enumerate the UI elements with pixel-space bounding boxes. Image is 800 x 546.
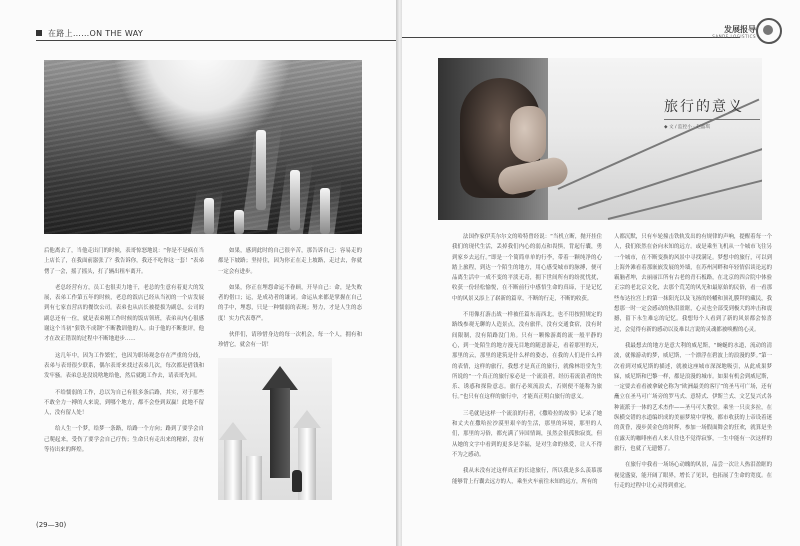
paragraph: 后他离去了，当他走出门的时候，表哥惊怒地说：“你是不是疯在当上店长了，在我面前嚣张了？我告诉你，我还不吃你这一套！”表弟愣了一会，摇了摇头，打了辆出租车离开。 [44,248,204,275]
paragraph: 法国作家伊芙尔尔文的哈特曾经说：“当机立断，抛开挂住我们的现代生活，丢掉我们内心的弱点和畏惧，背起行囊，勇到家乡去远行。”即是一个简简单单的行李，带着一颗纯净的心踏上旅程，到达一个陌生的地方，用心感受城市的脉搏，便可品离生活中一成不变的平淡无奇，拥下世间所有的纷扰忧扰，收获一份轻松愉悦，在不断前行中感悟生命的真谛，于是记忆中的风景又添上了崭新的篇章，不断的行走，不断的收获。 [452,234,602,302]
arrows-illustration [218,358,332,500]
title-rule [664,119,760,120]
paragraph: 人都沉默，只有车轮撞击铁轨发出的有规律的声响，提醒着每一个人，我们依然在奋向未知的远方。或是乘坐飞机从一个城市飞往另一个城市，在不断变换的风景中寻找满足。梦想中的旅行，可以到上海外滩看着那嵌嵌发展的外墙，在苏州河畔和年轻情侣谈论远的霸脑者坤，去丽丽江所有古老的青石板路，在北京的四合院中体验正宗的老北京文化，去那个荒芜的风光和最原始的民俗，看一看那些布达拉宫上的第一抹阳光以及飞扬的经幡和顶礼膜拜的藏民，我想那一时一定会感动的热泪盈眶，心灵也全部受到极大的冲击和震撼，留下永生难忘的记忆。我想每个人看到了新的风景都会惊喜过，会觉得有新的感动以及难以言说的灵魂都被唤醒的心灵。 [614,234,772,333]
article-title-block [664,96,774,130]
header-rule [402,37,740,38]
right-page [402,0,800,546]
paragraph: 如果，感到此时的自己很辛苦，那告诉自己：容易走的都是下坡路；坚持住，因为你正在走上坡路，走过去，你就一定会有进步。 [218,248,362,275]
left-column-1 [44,246,204,461]
paragraph: 伙伴们，请珍惜身边的每一次机会，每一个人，拥有和珍惜它，就会有一切！ [218,332,362,349]
paragraph: 我最想去的地方是意大利的威尼斯，“蜿蜒的水道，流动的清波，就像游动的梦，威尼斯，一个漂浮在碧波上的浪漫的梦。”第一次看到对威尼斯的描述，就被这座城市深深地吸引，从此成果梦寐，威尼斯和巴黎一样，都是浪漫的城市。如果有机会到威尼斯，一定要去看看被拿破仑称为“欧洲最美的客厅”的圣马可广场，还有矗立在圣马可广场旁的罗马式、意特式、伊斯兰式、文艺复兴式各种流派于一体的艺术杰作——圣马可大教堂。乘坐一只贡多拉，在纵横交错的水道编织成的美丽梦境中穿梭，都市收获的上帝设着迷的黄昏，漫步黄金色的时辉，参加一场假面舞会的狂欢，就算是坐在露天的咖啡座看人来人往也不觉得寂寥，一生中能有一次这样的旅行，也就了无遗憾了。 [614,342,772,452]
header-rule [36,40,398,41]
paragraph: 不用像打游击战一样被任篇东南西北，也不用按照规定的路线参观无聊的人造景点，没有旅伴，没有交通食宿，没有时间限制，没有陌路没门角。只有一颗像游离的流一般平静的心，到一处陌生的地方漫无目地的随意游走，看着那里的天，那里的云，那里的建筑是什么样的姿态，在我的人们是什么样的表情，这样的旅行，我想才是真正的旅行，就像林语堂先生所说的“一个真正的旅行家必是一个流浪者，经历着流浪者的快乐、诱惑和探险意志。旅行必须流浪式，否则便不能称为旅行。”也只有在这样的旅行中，才能真正明白旅行的意义。 [452,312,602,401]
sea-boats-photo [44,60,362,234]
paragraph: 三毛就是这样一个流浪的行者，《撒哈拉的故事》记录了她和丈夫在撒哈拉沙漠里艰辛的生活，那里的环境，那里的人们，那里的习俗，都充满了异国情调，虽然会很孤独寂寞，但从她的文字中看到的更多是幸福，是对生命的热爱，让人不得不为之感动。 [452,410,602,458]
article-title: 旅行的意义 [664,99,744,115]
left-page [0,0,398,546]
logo-subtext: SANDE LOGISTICS [712,34,756,39]
train-window-photo [438,58,762,220]
paragraph: 老总经营有方，员工也很卖力地干，老总的生意有着更大的发展，表弟工作第五年的时候，老总的饭店已经从当初的一个店发展到有七家直营店的餐饮公司。表弟也从店长被提拔为副总，公司的副总还有一位，就是表弟刚工作时候的饭店领班，表弟从内心很感谢这个当初“狠铁不成钢”不断教训他的人。由于他的不断批评，他才在改正错误的过程中不断地进步…… [44,284,204,343]
dark-arrow-icon [262,366,298,390]
paragraph: 这几年中，因为工作繁忙，也因为职场观念存在严重的分歧，表弟与表哥很少联系，偶尔表哥来找过表弟几次，每次都是借钱和发牢骚。表弟总是没说啥地给他，然后就跑工作去，请表哥先回。 [44,352,204,380]
paragraph: 在旅行中我看一场场心动魄的风景，品尝一次让人热泪盈眶的视觉盛宴，能开阔了眼界，增长了见识，也拓展了生命的宽度。在行走的过程中让心灵得到重定。 [614,462,772,489]
paragraph: 我从未没有过这样真正的长途旅行，所以我是多么羡慕那能够背上行囊去远方的人，乘坐火车前往未知的远方，所有的 [452,468,602,485]
logo-emblem-icon [756,18,782,44]
paragraph: 给人生一个梦，给梦一条路，给路一个方向；路到了要学会自己爬起来，受伤了要学会自己疗伤；生命只有走出来的精彩，没有等待出来的辉煌。 [44,426,204,454]
logo-text: 发展报导 [724,25,756,34]
section-header [0,26,398,40]
paragraph: 不给懦弱的工作，总以为自己有很多条后路，其实，对于那些不敢全力一搏的人来说，到哪个地方，都不会登到双赢！此地不留人，没有留人处！ [44,389,204,417]
article-byline: ◆ 文 / 监控小 · 赵晶琪 [664,125,710,130]
paragraph: 如果，你正在埋怨命运不眷顾，开导自己：命，是失败者的借口；运，是成功者的谦词。命运从来都是掌握在自己的手中，埋怨，只是一种懦弱的表现；努力，才是人生的态度！实力代表尊严。 [218,284,362,322]
right-column-1 [452,232,602,493]
right-column-2 [614,232,772,497]
left-column-2 [218,246,362,357]
section-title: 在路上……ON THE WAY [48,28,144,38]
header-square-icon [36,30,42,36]
company-logo [714,16,784,44]
page-numbers: (29—30) [36,521,67,529]
person-figure [292,470,302,492]
